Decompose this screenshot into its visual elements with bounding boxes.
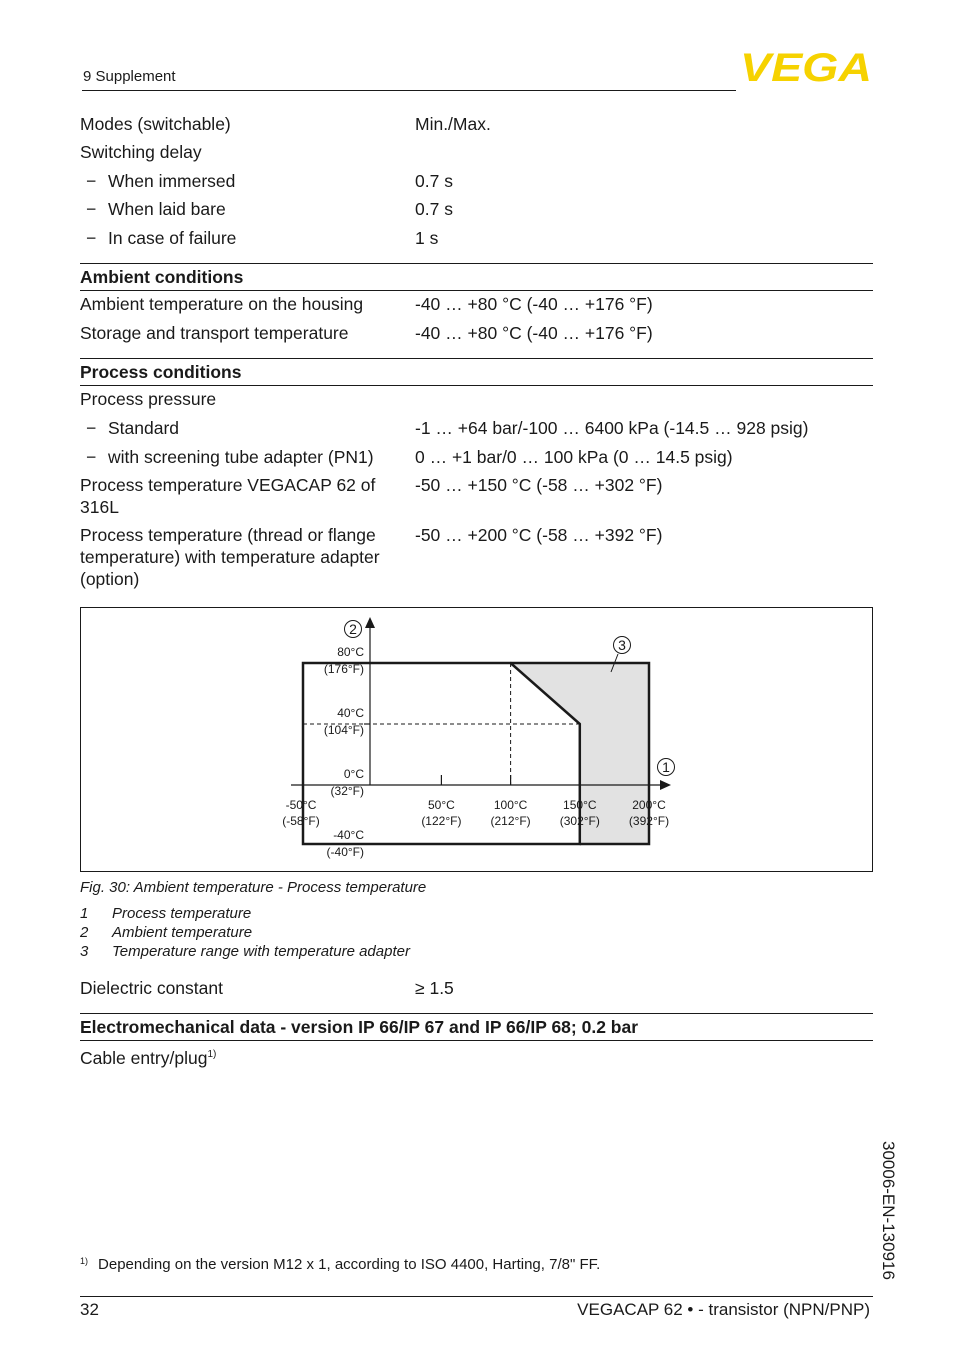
spec-label: Process pressure — [80, 389, 217, 409]
spec-label: Process temperature VEGACAP 62 of — [80, 475, 376, 495]
legend-text: Temperature range with temperature adapter — [112, 943, 410, 960]
spec-label: with screening tube adapter (PN1) — [108, 447, 374, 467]
spec-label: When laid bare — [108, 199, 226, 219]
x-tick-label: 50°C — [427, 798, 455, 812]
y-tick-label: -40°C — [333, 828, 364, 842]
page-number: 32 — [80, 1300, 99, 1319]
x-axis-arrow — [660, 780, 671, 790]
marker-adapter-label: 3 — [618, 637, 626, 653]
footnote-mark: 1) — [80, 1256, 89, 1266]
y-tick-label: 80°C — [337, 645, 364, 659]
electromech-heading: Electromechanical data - version IP 66/IP 67 and IP 66/IP 68; 0.2 bar — [80, 1013, 873, 1041]
spec-value: -40 … +80 °C (-40 … +176 °F) — [415, 323, 653, 343]
y-tick-label: (-40°F) — [326, 845, 364, 859]
header-rule — [82, 90, 736, 91]
dash-bullet: − — [86, 418, 97, 438]
temperature-chart — [81, 608, 872, 871]
spec-value: 1 s — [415, 228, 439, 248]
x-tick-label: (212°F) — [490, 814, 531, 828]
footnote-text: Depending on the version M12 x 1, according to ISO 4400, Harting, 7/8" FF. — [98, 1256, 601, 1273]
legend-text: Ambient temperature — [112, 924, 253, 941]
spec-label: Standard — [108, 418, 180, 438]
x-tick-label: 100°C — [493, 798, 528, 812]
dash-bullet: − — [86, 228, 97, 248]
y-tick-label: 40°C — [337, 706, 364, 720]
spec-label: In case of failure — [108, 228, 237, 248]
spec-value: ≥ 1.5 — [415, 978, 454, 998]
legend-number: 3 — [80, 943, 89, 960]
footnote-ref: 1) — [207, 1049, 217, 1060]
spec-label: Storage and transport temperature — [80, 323, 349, 343]
legend-number: 1 — [80, 905, 89, 922]
spec-label: Cable entry/plug — [80, 1047, 208, 1068]
dash-bullet: − — [86, 199, 97, 219]
spec-label: temperature) with temperature adapter — [80, 547, 380, 567]
y-tick-label: (32°F) — [330, 784, 364, 798]
x-tick-label: 200°C — [632, 798, 666, 812]
dash-bullet: − — [86, 171, 97, 191]
x-tick-label: (-58°F) — [282, 814, 320, 828]
footnote — [80, 1256, 600, 1273]
spec-label: Switching delay — [80, 142, 202, 162]
spec-value: 0.7 s — [415, 171, 453, 191]
legend-item — [80, 924, 252, 941]
document-id: 30006-EN-130916 — [879, 1141, 898, 1280]
spec-value: 0.7 s — [415, 199, 453, 219]
x-tick-label: (122°F) — [421, 814, 462, 828]
y-axis-arrow — [365, 617, 375, 628]
spec-label: Modes (switchable) — [80, 114, 231, 134]
spec-value: 0 … +1 bar/0 … 100 kPa (0 … 14.5 psig) — [415, 447, 733, 467]
spec-label: Process temperature (thread or flange — [80, 525, 376, 545]
figure-caption: Fig. 30: Ambient temperature - Process temperature — [80, 879, 427, 896]
spec-label: (option) — [80, 569, 140, 589]
logo-text: VEGA — [740, 50, 872, 84]
marker-process-label: 1 — [662, 759, 670, 775]
footer-rule — [80, 1296, 873, 1297]
spec-value: -50 … +200 °C (-58 … +392 °F) — [415, 525, 663, 545]
spec-value: -1 … +64 bar/-100 … 6400 kPa (-14.5 … 928 psig) — [415, 418, 809, 438]
product-name: VEGACAP 62 • - transistor (NPN/PNP) — [577, 1300, 870, 1319]
legend-text: Process temperature — [112, 905, 252, 922]
y-tick-label: 0°C — [343, 767, 364, 781]
spec-label: Ambient temperature on the housing — [80, 294, 364, 314]
x-tick-label: 150°C — [563, 798, 597, 812]
spec-value: -50 … +150 °C (-58 … +302 °F) — [415, 475, 663, 495]
marker-ambient-label: 2 — [349, 621, 357, 637]
x-tick-label: (392°F) — [628, 814, 670, 828]
spec-label: Dielectric constant — [80, 978, 223, 998]
y-tick-label: (104°F) — [323, 723, 364, 737]
x-tick-label: -50°C — [285, 798, 317, 812]
x-tick-label: (302°F) — [559, 814, 600, 828]
section-label: 9 Supplement — [83, 68, 176, 85]
ambient-heading: Ambient conditions — [80, 263, 873, 291]
legend-number: 2 — [80, 924, 89, 941]
spec-value: -40 … +80 °C (-40 … +176 °F) — [415, 294, 653, 314]
dash-bullet: − — [86, 447, 97, 467]
y-tick-label: (176°F) — [323, 662, 364, 676]
spec-label: 316L — [80, 497, 119, 517]
vega-logo — [740, 50, 875, 84]
spec-value: Min./Max. — [415, 114, 491, 134]
process-heading: Process conditions — [80, 358, 873, 386]
figure-frame — [80, 607, 873, 872]
spec-label: When immersed — [108, 171, 236, 191]
legend-item — [80, 943, 410, 960]
legend-item — [80, 905, 251, 922]
